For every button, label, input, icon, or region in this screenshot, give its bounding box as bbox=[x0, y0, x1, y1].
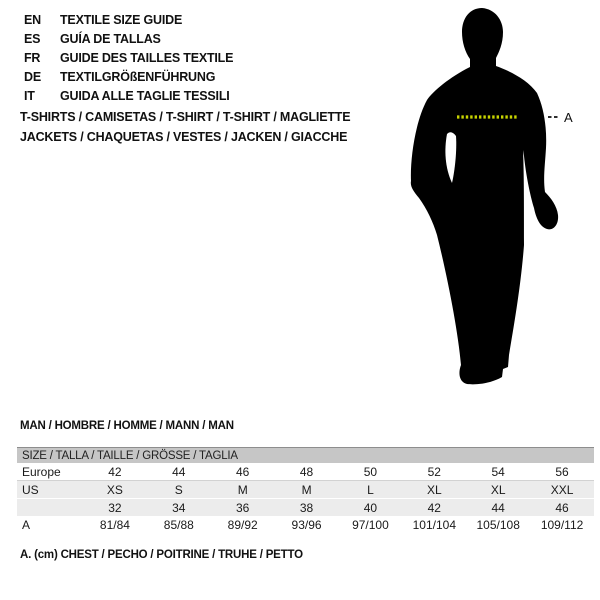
table-row-us bbox=[17, 481, 594, 499]
measure-label-a: A bbox=[564, 110, 573, 125]
size-cell: 38 bbox=[275, 499, 339, 517]
language-label: GUIDA ALLE TAGLIE TESSILI bbox=[60, 89, 230, 103]
size-table-container bbox=[17, 447, 594, 533]
size-cell: 50 bbox=[363, 464, 378, 479]
language-code: DE bbox=[24, 70, 41, 84]
language-label: TEXTILGRÖßENFÜHRUNG bbox=[60, 70, 216, 84]
size-cell: 101/104 bbox=[412, 517, 456, 532]
size-cell: L bbox=[339, 481, 403, 499]
language-code: FR bbox=[24, 51, 41, 65]
size-cell: 44 bbox=[172, 464, 186, 479]
size-cell: 52 bbox=[427, 464, 441, 479]
size-cell: XS bbox=[83, 481, 147, 499]
size-cell: 97/100 bbox=[352, 517, 389, 532]
row-label bbox=[17, 499, 83, 517]
size-cell: 81/84 bbox=[99, 517, 130, 532]
size-table bbox=[17, 447, 594, 533]
size-cell: 44 bbox=[466, 499, 530, 517]
man-silhouette-path bbox=[411, 8, 558, 384]
language-label: TEXTILE SIZE GUIDE bbox=[60, 13, 183, 27]
size-cell: 89/92 bbox=[227, 517, 258, 532]
table-row-chest bbox=[17, 516, 594, 533]
size-cell: 48 bbox=[299, 464, 314, 479]
table-row-europe bbox=[17, 463, 594, 481]
table-row-numeric bbox=[17, 499, 594, 517]
language-label: GUIDE DES TAILLES TEXTILE bbox=[60, 51, 234, 65]
row-label: A bbox=[22, 517, 31, 532]
size-cell: 105/108 bbox=[476, 517, 520, 532]
size-cell: 56 bbox=[555, 464, 569, 479]
garment-line-tshirts: T-SHIRTS / CAMISETAS / T-SHIRT / T-SHIRT / MAGLIETTE bbox=[20, 110, 351, 124]
size-cell: M bbox=[275, 481, 339, 499]
footnote-chest-measure: A. (cm) CHEST / PECHO / POITRINE / TRUHE / PETTO bbox=[20, 549, 303, 561]
size-cell: 36 bbox=[211, 499, 275, 517]
size-cell: 85/88 bbox=[163, 517, 194, 532]
row-label: Europe bbox=[22, 464, 61, 479]
section-title-man: MAN / HOMBRE / HOMME / MANN / MAN bbox=[20, 420, 234, 432]
language-label: GUÍA DE TALLAS bbox=[60, 32, 161, 46]
size-cell: XXL bbox=[530, 481, 594, 499]
size-cell: 34 bbox=[147, 499, 211, 517]
size-cell: 42 bbox=[402, 499, 466, 517]
size-cell: 40 bbox=[339, 499, 403, 517]
size-cell: XL bbox=[402, 481, 466, 499]
row-label: US bbox=[17, 481, 83, 499]
size-cell: M bbox=[211, 481, 275, 499]
language-code: ES bbox=[24, 32, 41, 46]
size-cell: 54 bbox=[491, 464, 505, 479]
language-code: EN bbox=[24, 13, 41, 27]
size-cell: S bbox=[147, 481, 211, 499]
size-cell: XL bbox=[466, 481, 530, 499]
garment-line-jackets: JACKETS / CHAQUETAS / VESTES / JACKEN / GIACCHE bbox=[20, 130, 348, 144]
size-cell: 32 bbox=[83, 499, 147, 517]
size-cell: 109/112 bbox=[540, 517, 584, 532]
size-cell: 46 bbox=[236, 464, 250, 479]
size-table-header: SIZE / TALLA / TAILLE / GRÖSSE / TAGLIA bbox=[17, 448, 594, 464]
size-cell: 42 bbox=[108, 464, 122, 479]
size-table-header-row bbox=[17, 448, 594, 464]
language-code: IT bbox=[24, 89, 35, 103]
size-cell: 93/96 bbox=[291, 517, 322, 532]
size-cell: 46 bbox=[530, 499, 594, 517]
